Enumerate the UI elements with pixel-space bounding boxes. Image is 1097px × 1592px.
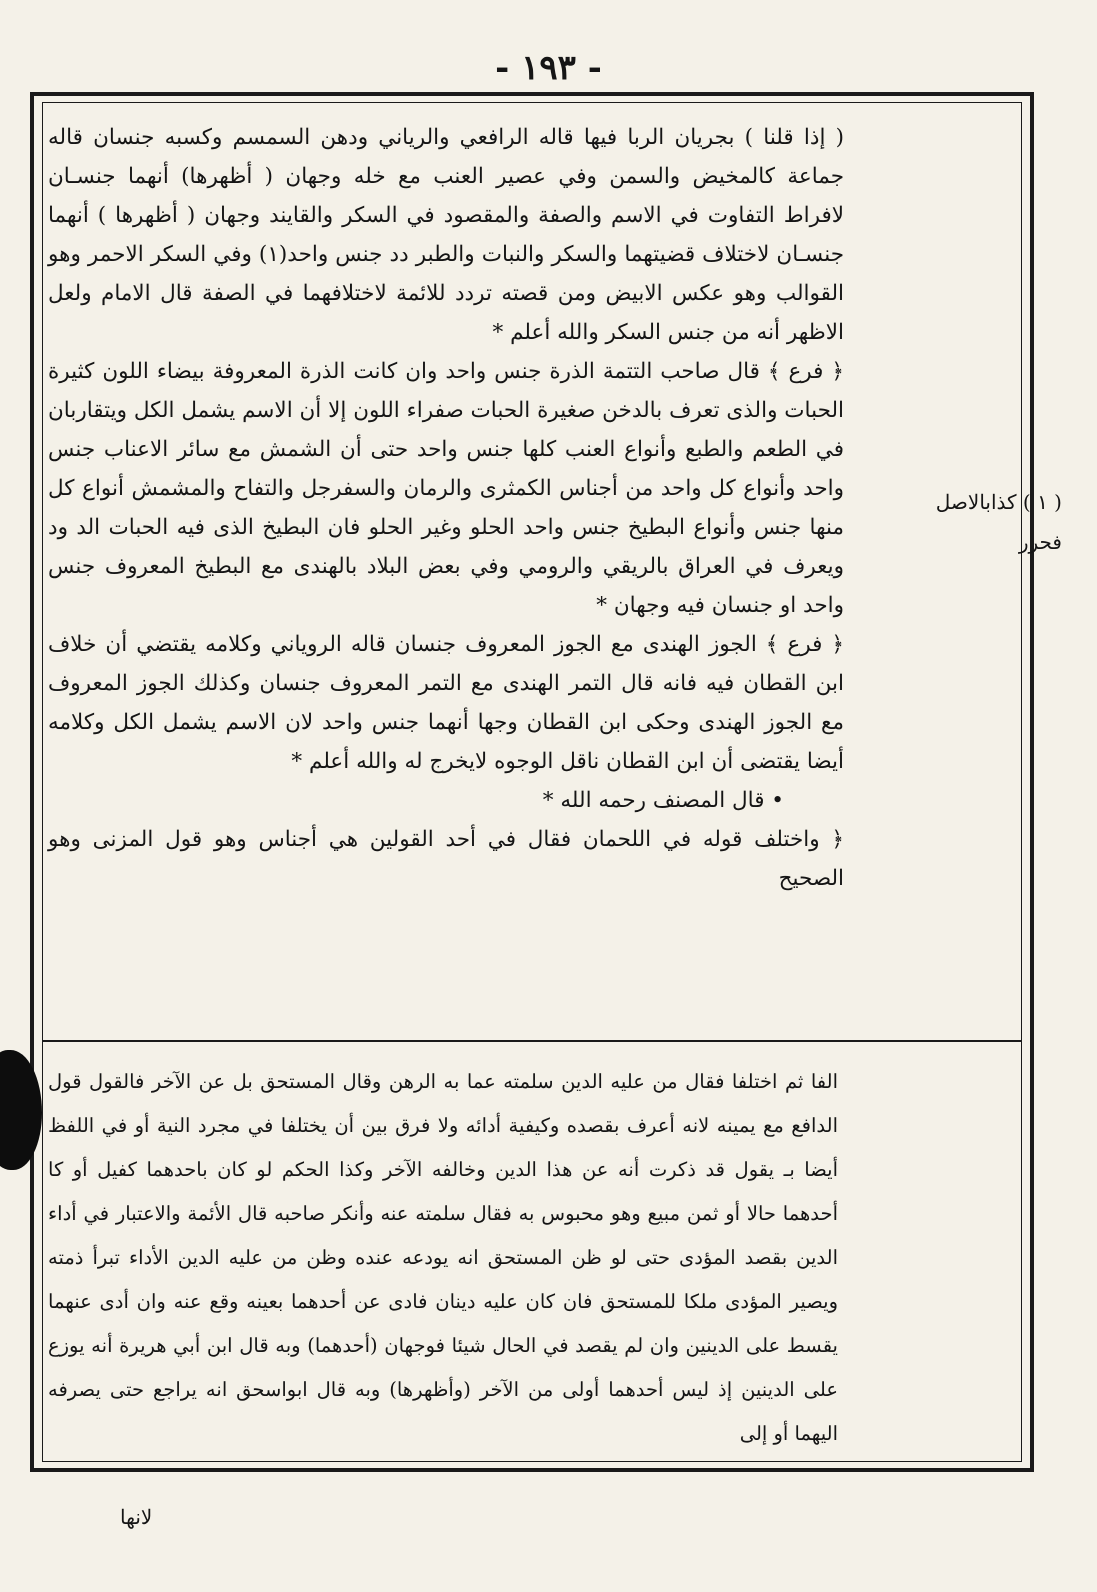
- commentary-paragraph: الفا ثم اختلفا فقال من عليه الدين سلمته عما به الرهن وقال المستحق بل عن الآخر فالقول قول الدافع مع يمينه لانه أعرف بقصده وكيفية أدائه ولا فرق بين أن يختلفا في مجرد النية أو في اللفظ أيضا بـ يقول قد ذكرت أنه عن هذا الدين وخالفه الآخر وكذا الحكم لو كان باحدهما كفيل أو كا أحدهما حالا أو ثمن مبيع وهو محبوس به فقال سلمته عنه وأنكر صاحبه قال الأئمة والاعتبار في أداء الدين بقصد المؤدى حتى لو ظن المستحق انه يودعه عنده وظن من عليه الدين الأداء تبرأ ذمته ويصير المؤدى ملكا للمستحق فان كان عليه دينان فادى عن أحدهما بعينه وقع عنه وان أدى عنهما يقسط على الدينين وان لم يقصد في الحال شيئا فوجهان (أحدهما) وبه قال ابن أبي هريرة أنه يوزع على الدينين إذ ليس أحدهما أولى من الآخر (وأظهرها) وبه قال ابواسحق انه يراجع حتى يصرفه اليهما أو إلى: [48, 1070, 838, 1445]
- main-paragraph: ( إذا قلنا ) بجريان الربا فيها قاله الرافعي والرياني ودهن السمسم وكسبه جنسان قاله جماعة كالمخيض والسمن وفي عصير العنب مع خله وجهان ( أظهرها) أنهما جنسـان لافراط التفاوت في الاسم والصفة والمقصود في السكر والقايند وجهان ( أظهرها ) أنهما جنسـان لاختلاف قضيتهما والسكر والنبات والطبر دد جنس واحد(١) وفي السكر الاحمر وهو القوالب وهو عكس الابيض ومن قصته تردد للائمة لاختلافهما في الصفة قال الامام ولعل الاظهر أنه من جنس السكر والله أعلم *: [48, 125, 844, 345]
- margin-note-line: فحرر: [1018, 530, 1062, 554]
- page-number: - ١٩٣ -: [495, 48, 602, 88]
- main-paragraph: ﴿ فرع ﴾ الجوز الهندى مع الجوز المعروف جنسان قاله الروياني وكلامه يقتضي أن خلاف ابن القطان فيه فانه قال التمر الهندى مع التمر المعروف جنسان وكذلك الجوز المعروف مع الجوز الهندى وحكى ابن القطان وجها أنهما جنس واحد لان الاسم يشمل الكل وكلامه أيضا يقتضى أن ابن القطان ناقل الوجوه لايخرج له والله أعلم *: [48, 632, 844, 774]
- margin-note: [862, 482, 1062, 562]
- margin-note-line: ( ١ ) كذابالاصل: [935, 490, 1062, 514]
- main-text-block: [48, 118, 844, 898]
- commentary-text-block: [48, 1060, 838, 1456]
- catchword: لانها: [120, 1505, 153, 1529]
- main-paragraph: ﴿ فرع ﴾ قال صاحب التتمة الذرة جنس واحد وان كانت الذرة المعروفة بيضاء اللون كثيرة الحبات والذى تعرف بالدخن صغيرة الحبات صفراء اللون إلا أن الاسم يشمل الكل ويتقاربان في الطعم والطبع وأنواع العنب كلها جنس واحد حتى أن الشمش مع سائر الاعناب جنس واحد وأنواع كل واحد من أجناس الكمثرى والرمان والسفرجل والتفاح والمشمش أنواع كل منها جنس وأنواع البطيخ جنس واحد الحلو وغير الحلو فان البطيخ الذى فيه الحبات الد ود ويعرف في العراق بالريقي والرومي وفي بعض البلاد بالهندى مع البطيخ المعروف جنس واحد او جنسان فيه وجهان *: [48, 359, 844, 618]
- text-divider: [42, 1040, 1022, 1042]
- main-paragraph: ﴿ واختلف قوله في اللحمان فقال في أحد القولين هي أجناس وهو قول المزنى وهو الصحيح: [48, 827, 844, 891]
- section-heading: • قال المصنف رحمه الله *: [542, 788, 784, 813]
